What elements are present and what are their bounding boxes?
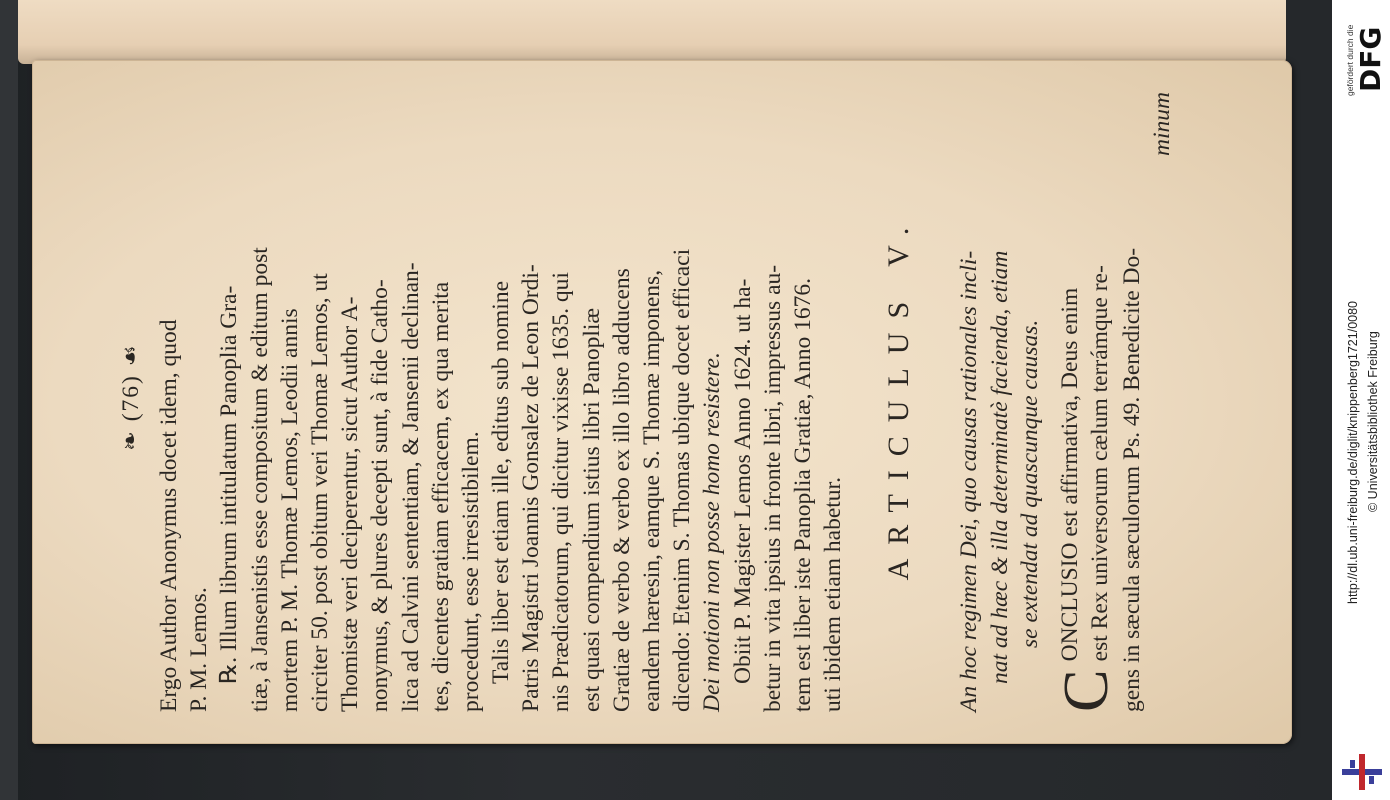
text-line: dicendo: Etenim S. Thomas ubique docet efficaci	[669, 248, 696, 712]
copyright-notice: © Universitätsbibliothek Freiburg	[1366, 331, 1380, 512]
facing-page-edge	[18, 0, 1286, 64]
text-line: betur in vita ipsius in fronte libri, impressus au-	[759, 264, 786, 712]
dfg-logo: DFG	[1354, 26, 1387, 92]
article-title: ARTICULUS V.	[882, 213, 916, 581]
text-line: Obiit P. Magister Lemos Anno 1624. ut ha-	[729, 278, 756, 684]
text-line: ONCLUSIO est affirmativa, Deus enim	[1056, 287, 1083, 662]
text-line: Patris Magistri Joannis Gonsalez de Leon Ordi-	[518, 264, 545, 712]
text-line: gens in sæcula sæculorum Ps. 49. Benedicite Do-	[1118, 247, 1145, 712]
text-line: est Rex universorum cælum terrámque re-	[1087, 265, 1114, 662]
drop-cap: C	[1049, 669, 1121, 712]
text-line: mortem P. M. Thomæ Lemos, Leodii annis	[276, 308, 303, 712]
question-line: se extendat ad quascunque causas.	[1016, 319, 1043, 648]
text-line: Thomistæ veri deciperentur, sicut Author A-	[337, 296, 364, 712]
text-line: ℞. Illum librum intitulatum Panoplia Gra-	[216, 285, 243, 684]
source-url-link[interactable]: http://dl.ub.uni-freiburg.de/diglit/knippenberg1721/0080	[1346, 301, 1360, 604]
text-line: tem est liber iste Panoplia Gratiæ, Anno 1676.	[789, 277, 816, 712]
text-line: Ergo Author Anonymus docet idem, quod	[156, 319, 182, 712]
question-line: An hoc regimen Dei, quo causas rationales incli-	[956, 250, 983, 712]
book-page	[32, 60, 1292, 744]
text-line: uti ibidem etiam habetur.	[820, 477, 847, 712]
page-number: ❧ (76) ☙	[118, 343, 144, 451]
conclusio-paragraph	[1049, 82, 1177, 712]
text-line: eandem hæresin, eamque S. Thomæ imponens,	[639, 269, 665, 712]
text-line: tes, dicentes gratiam efficacem, ex qua merita	[427, 281, 454, 712]
funding-note: gefördert durch die	[1345, 24, 1355, 96]
text-line: nis Prædicatorum, qui dicitur vixisse 1635. qui	[548, 272, 575, 712]
text-line: P. M. Lemos.	[186, 587, 213, 712]
catchword: minum	[1149, 92, 1176, 156]
question-line: nat ad hæc & illa determinatè facienda, etiam	[986, 250, 1013, 684]
text-line: Gratiæ de verbo & verbo ex illo libro adducens	[608, 268, 635, 712]
text-line: tiæ, à Jansenistis esse compositum & editum post	[246, 247, 273, 712]
text-line: circiter 50. post obitum veri Thomæ Lemos, ut	[306, 273, 333, 712]
text-line: Dei motioni non posse homo resistere.	[699, 352, 726, 712]
text-line: lica ad Calvini sententiam, & Jansenii declinan-	[397, 262, 424, 712]
book-spine-edge	[0, 0, 18, 800]
dfg-emblem-icon	[1340, 752, 1384, 792]
text-line: Talis liber est etiam ille, editus sub nomine	[488, 281, 515, 684]
text-line: nonymus, & plures decepti sunt, à fide Catho-	[367, 279, 394, 712]
text-line: est quasi compendium istius libri Panopliæ	[578, 307, 605, 712]
text-line: procedunt, esse irresistibilem.	[457, 431, 484, 712]
page-text-block	[116, 82, 1256, 712]
